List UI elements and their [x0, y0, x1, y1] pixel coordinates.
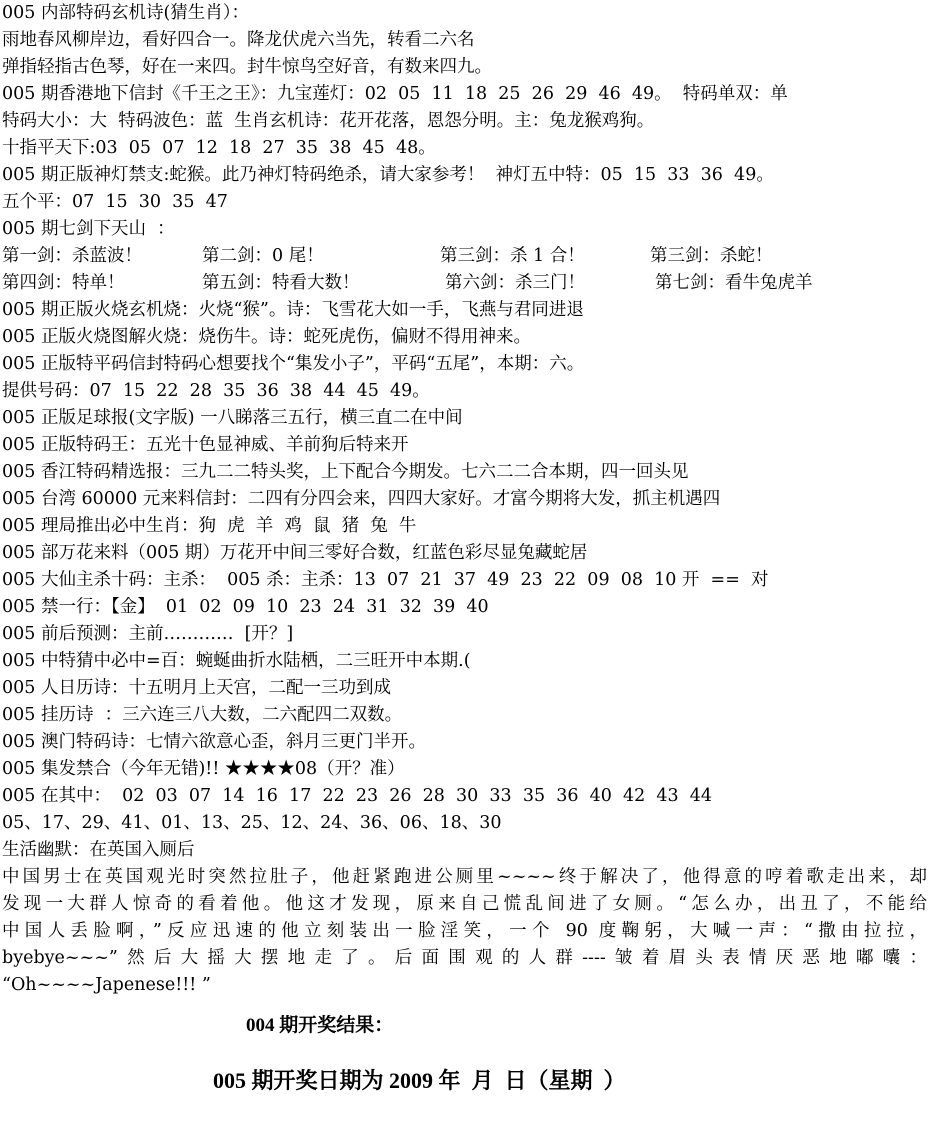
story-line-3: 中国人丢脸啊，”反应迅速的他立刻装出一脸淫笑，一个 90 度鞠躬，大喊一声：“撒由拉拉，	[2, 921, 927, 941]
line-hk-envelope: 005 期香港地下信封《千王之王》：九宝莲灯：02 05 11 18 25 26 29 46 49。 特码单双：单	[2, 84, 788, 104]
line-wanhua: 005 部万花来料（005 期）万花开中间三零好合数，红蓝色彩尽显兔藏蛇居	[2, 543, 588, 563]
sword-4: 第四剑：特单！	[2, 273, 125, 293]
line-taiwan: 005 台湾 60000 元来料信封：二四有分四会来，四四大家好。才富今期将大发，抓主机遇四	[2, 489, 721, 509]
sword-5: 第五剑：特看大数！	[202, 273, 360, 293]
line-zodiac: 005 理局推出必中生肖：狗 虎 羊 鸡 鼠 猪 兔 牛	[2, 516, 417, 536]
line-ten-fingers: 十指平天下:03 05 07 12 18 27 35 38 45 48。	[2, 138, 436, 158]
line-immortal-kill: 005 大仙主杀十码：主杀： 005 杀：主杀：13 07 21 37 49 23 22 09 08 10 开 == 对	[2, 570, 769, 590]
line-special-king: 005 正版特码王：五光十色显神威、羊前狗后特来开	[2, 435, 409, 455]
line-calendar-poem: 005 挂历诗 ：三六连三八大数，二六配四二双数。	[2, 705, 403, 725]
sword-7: 第七剑：看牛兔虎羊	[655, 273, 813, 293]
line-guess: 005 中特猜中必中=百：蜿蜒曲折水陆栖，二三旺开中本期.(	[2, 651, 471, 671]
story-line-5: “Oh~~~~Japenese!!! ”	[2, 975, 211, 995]
results-heading: 004 期开奖结果：	[246, 1015, 394, 1036]
line-five-flat: 五个平：07 15 30 35 47	[2, 192, 228, 212]
line-forbidden-row: 005 禁一行：【金】 01 02 09 10 23 24 31 32 39 40	[2, 597, 489, 617]
line-seven-swords-title: 005 期七剑下天山 ：	[2, 219, 175, 239]
draw-date-heading: 005 期开奖日期为 2009 年 月 日（星期 ）	[213, 1068, 626, 1093]
line-in-it: 005 在其中： 02 03 07 14 16 17 22 23 26 28 30 33 35 36 40 42 43 44	[2, 786, 713, 806]
sword-1: 第一剑：杀蓝波！	[2, 246, 142, 266]
line-poem-2: 弹指轻指古色琴，好在一来四。封牛惊鸟空好音，有数来四九。	[2, 57, 492, 77]
line-jifa: 005 集发禁合（今年无错)!! ★★★★08（开？准）	[2, 759, 405, 779]
line-title: 005 内部特码玄机诗(猜生肖）：	[2, 3, 250, 23]
story-line-1: 中国男士在英国观光时突然拉肚子，他赶紧跑进公厕里~~~~终于解决了，他得意的哼着歌走出来，却	[2, 867, 927, 887]
line-humor-title: 生活幽默：在英国入厕后	[2, 840, 195, 860]
story-line-4: byebye~~~”然后大摇大摆地走了。后面围观的人群----皱着眉头表情厌恶地嘟囔：	[2, 948, 927, 968]
swords-row-2	[2, 270, 927, 297]
line-numbers: 提供号码：07 15 22 28 35 36 38 44 45 49。	[2, 381, 430, 401]
line-prediction: 005 前后预测：主前………… [开？]	[2, 624, 294, 644]
line-football: 005 正版足球报(文字版) 一八睇落三五行，横三直二在中间	[2, 408, 463, 428]
line-poem-1: 雨地春风柳岸边，看好四合一。降龙伏虎六当先，转看二六名	[2, 30, 475, 50]
line-macau-poem: 005 澳门特码诗：七情六欲意心歪，斜月三更门半开。	[2, 732, 426, 752]
line-divine-lamp: 005 期正版神灯禁支:蛇猴。此乃神灯特码绝杀，请大家参考！ 神灯五中特：05 15 33 36 49。	[2, 165, 774, 185]
sword-6: 第六剑：杀三门！	[445, 273, 585, 293]
line-size-color: 特码大小：大 特码波色：蓝 生肖玄机诗：花开花落，恩怨分明。主：兔龙猴鸡狗。	[2, 111, 655, 131]
swords-row-1	[2, 243, 927, 270]
story-line-2: 发现一大群人惊奇的看着他。他这才发现，原来自己慌乱间进了女厕。“怎么办，出丑了，不能给	[2, 894, 927, 914]
line-xiangjiang: 005 香江特码精选报：三九二二特头奖，上下配合今期发。七六二二合本期，四一回头见	[2, 462, 689, 482]
line-fire-diagram: 005 正版火烧图解火烧：烧伤牛。诗：蛇死虎伤，偏财不得用神来。	[2, 327, 531, 347]
sword-3b: 第三剑：杀蛇！	[650, 246, 773, 266]
sword-2: 第二剑：0 尾！	[202, 246, 324, 266]
line-flat-envelope: 005 正版特平码信封特码心想要找个“集发小子”，平码“五尾”，本期：六。	[2, 354, 585, 374]
line-sequence: 05、17、29、41、01、13、25、12、24、36、06、18、30	[2, 813, 502, 833]
line-fire-mystic: 005 期正版火烧玄机烧：火烧“猴”。诗：飞雪花大如一手，飞燕与君同进退	[2, 300, 584, 320]
sword-3: 第三剑：杀 1 合！	[440, 246, 585, 266]
line-day-poem: 005 人日历诗：十五明月上天宫，二配一三功到成	[2, 678, 391, 698]
